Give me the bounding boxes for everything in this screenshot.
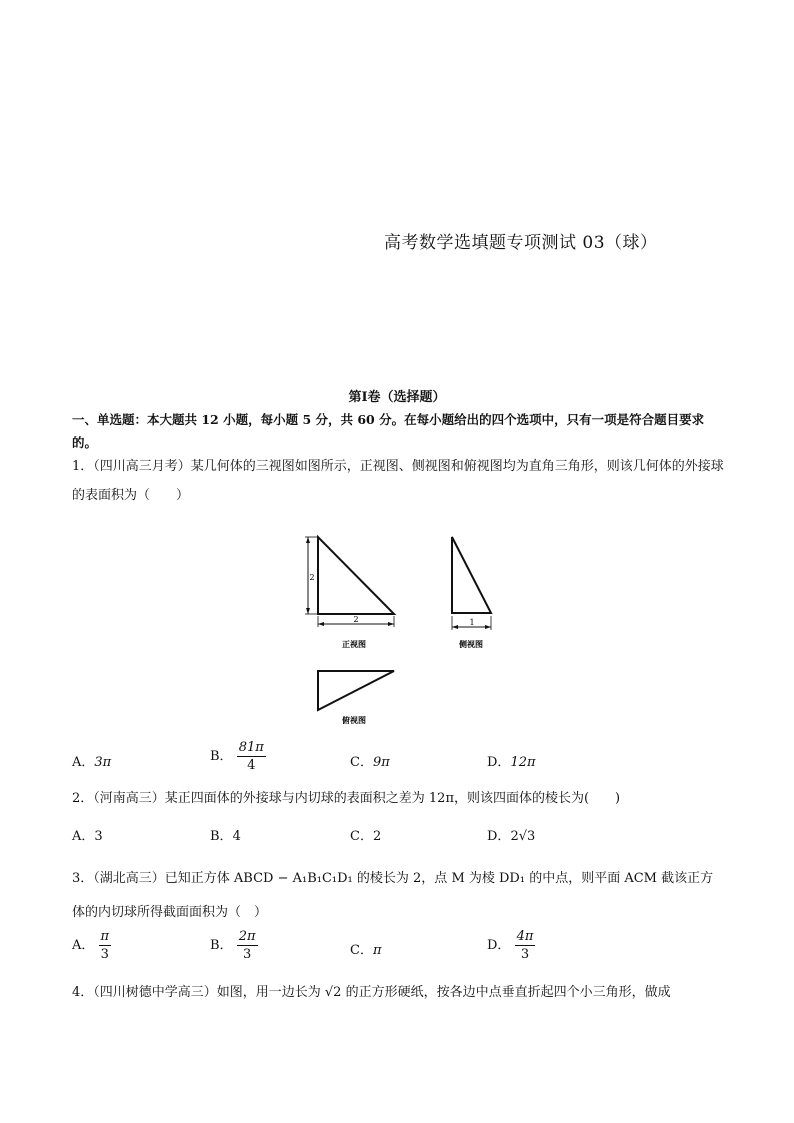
question-3-text: 3．（湖北高三）已知正方体 ABCD − A₁B₁C₁D₁ 的棱长为 2，点 M 为棱 DD₁ 的中点，则平面 ACM 截该正方体的内切球所得截面面积为（ ） <box>72 871 714 920</box>
option-fraction <box>237 929 258 962</box>
fraction-numerator: π <box>100 929 110 944</box>
three-view-figure <box>290 528 510 733</box>
top-view <box>318 671 394 725</box>
option-letter: A． <box>72 938 95 953</box>
option-value: 3 <box>94 829 103 844</box>
option-letter: A． <box>72 829 95 844</box>
option-letter: C． <box>350 755 373 770</box>
fraction-denominator: 3 <box>100 947 109 962</box>
document-title: 高考数学选填题专项测试 03（球） <box>384 233 658 253</box>
front-view <box>305 537 394 649</box>
section-description: 一、单选题：本大题共 12 小题，每小题 5 分，共 60 分。在每小题给出的四个选项中，只有一项是符合题目要求的。 <box>72 412 705 450</box>
q2-option-a[interactable] <box>72 825 103 844</box>
section-title: 第Ⅰ卷（选择题） <box>348 390 446 405</box>
front-width-label: 2 <box>353 615 359 624</box>
fraction-denominator: 3 <box>242 947 252 962</box>
option-value: 9π <box>372 755 390 770</box>
q1-option-c[interactable] <box>350 751 390 770</box>
q1-option-a[interactable] <box>72 751 111 770</box>
fraction-denominator: 3 <box>520 947 530 962</box>
question-2-text: 2．（河南高三）某正四面体的外接球与内切球的表面积之差为 12π，则该四面体的棱长为( ) <box>72 791 621 806</box>
option-value: 12π <box>510 755 536 770</box>
q3-option-b[interactable] <box>210 929 258 962</box>
question-1-text: 1．（四川高三月考）某几何体的三视图如图所示，正视图、侧视图和俯视图均为直角三角形，则该几何体的外接球的表面积为（ ） <box>72 459 724 503</box>
q1-option-d[interactable] <box>487 751 536 770</box>
option-letter: C． <box>350 829 373 844</box>
q3-option-a[interactable] <box>72 929 111 962</box>
option-letter: B． <box>210 938 233 953</box>
option-letter: D． <box>487 829 511 844</box>
q2-option-c[interactable] <box>350 825 381 844</box>
question-4-text: 4．（四川树德中学高三）如图，用一边长为 √2 的正方形硬纸，按各边中点垂直折起四个小三角形，做成 <box>72 985 671 1000</box>
option-fraction <box>515 929 536 962</box>
fraction-numerator: 81π <box>238 740 264 755</box>
option-fraction <box>237 740 266 773</box>
side-view-caption: 侧视图 <box>459 639 483 649</box>
option-value: 2 <box>372 829 382 844</box>
q3-option-c[interactable] <box>350 939 382 958</box>
q2-option-b[interactable] <box>210 825 241 844</box>
option-value: 2√3 <box>510 829 536 844</box>
fraction-numerator: 2π <box>238 929 256 944</box>
top-view-caption: 俯视图 <box>342 715 366 725</box>
q2-option-d[interactable] <box>487 825 535 844</box>
fraction-denominator: 4 <box>247 758 256 773</box>
front-height-label: 2 <box>309 573 315 582</box>
front-view-caption: 正视图 <box>342 639 366 649</box>
side-view <box>452 537 491 649</box>
option-value: π <box>372 943 382 958</box>
option-letter: C． <box>350 943 373 958</box>
option-value: 4 <box>232 829 241 844</box>
side-width-label: 1 <box>469 618 475 627</box>
fraction-numerator: 4π <box>516 929 534 944</box>
q1-option-b[interactable] <box>210 740 266 773</box>
option-letter: B． <box>210 829 233 844</box>
option-fraction <box>99 929 112 962</box>
q3-option-d[interactable] <box>487 929 535 962</box>
option-letter: B． <box>210 749 233 764</box>
option-letter: D． <box>487 938 511 953</box>
option-letter: D． <box>487 755 511 770</box>
option-letter: A． <box>72 755 95 770</box>
option-value: 3π <box>94 755 112 770</box>
